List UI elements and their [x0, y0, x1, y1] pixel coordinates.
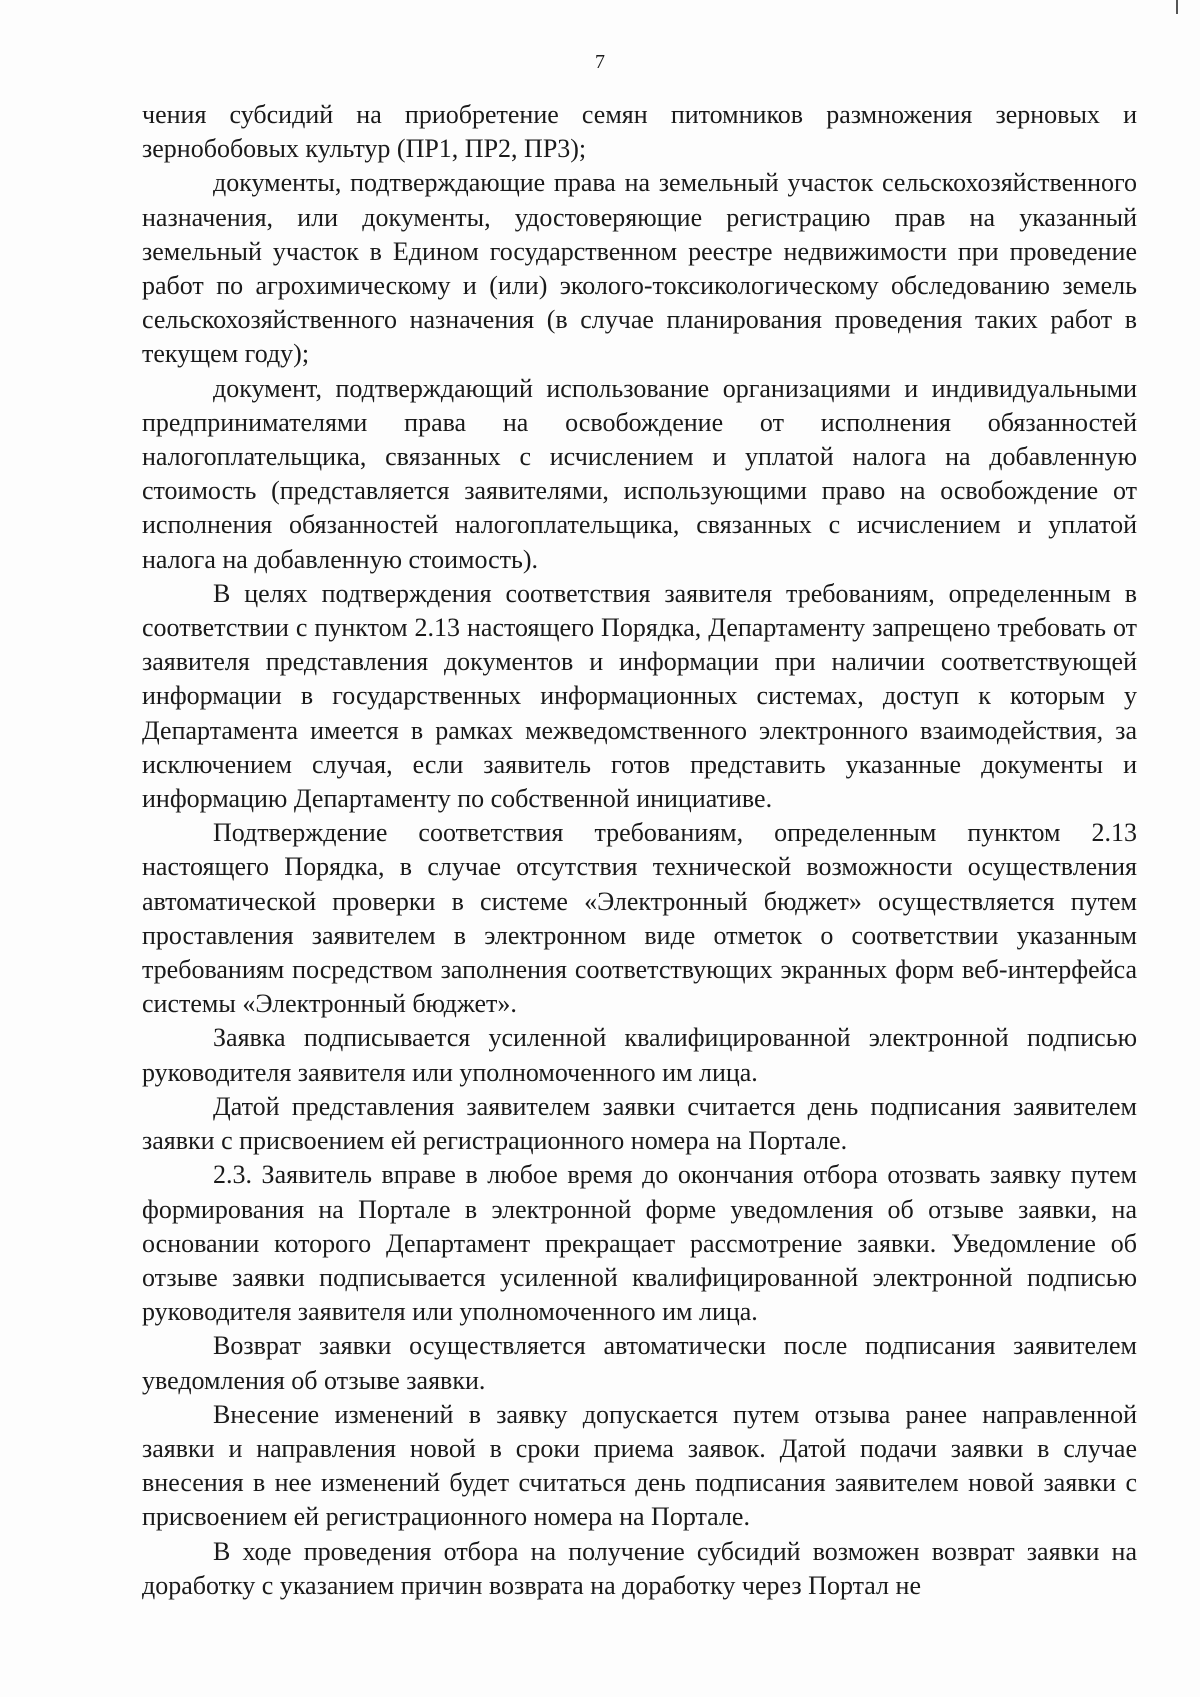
paragraph: Заявка подписывается усиленной квалифицированной электронной подписью руководителя заявителя или уполномоченного им лица. [142, 1023, 1137, 1087]
paragraph: Возврат заявки осуществляется автоматически после подписания заявителем уведомления об отзыве заявки. [142, 1331, 1137, 1395]
scan-edge-mark [1176, 0, 1178, 14]
paragraph: чения субсидий на приобретение семян питомников размножения зерновых и зернобобовых культур (ПР1, ПР2, ПР3); [142, 100, 1137, 164]
paragraph: Внесение изменений в заявку допускается путем отзыва ранее направленной заявки и направления новой в сроки приема заявок. Датой подачи заявки в случае внесения в нее изменений будет считаться день подписания заявителем новой заявки с присвоением ей регистрационного номера на Портале. [142, 1399, 1137, 1532]
page-number: 7 [595, 51, 605, 73]
document-body [142, 98, 1137, 1603]
paragraph: документ, подтверждающий использование организациями и индивидуальными предпринимателями права на освобождение от исполнения обязанностей налогоплательщика, связанных с исчислением и уплатой налога на добавленную стоимость (представляется заявителями, использующими право на освобождение от исполнения обязанностей налогоплательщика, связанных с исчислением и уплатой налога на добавленную стоимость). [142, 373, 1137, 574]
paragraph: Датой представления заявителем заявки считается день подписания заявителем заявки с присвоением ей регистрационного номера на Портале. [142, 1091, 1137, 1156]
paragraph: 2.3. Заявитель вправе в любое время до окончания отбора отозвать заявку путем формирования на Портале в электронной форме уведомления об отзыве заявки, на основании которого Департамент прекращает рассмотрение заявки. Уведомление об отзыве заявки подписывается усиленной квалифицированной электронной подписью руководителя заявителя или уполномоченного им лица. [142, 1160, 1137, 1327]
paragraph: В целях подтверждения соответствия заявителя требованиям, определенным в соответствии с пунктом 2.13 настоящего Порядка, Департаменту запрещено требовать от заявителя представления документов и информации при наличии соответствующей информации в государственных информационных системах, доступ к которым у Департамента имеется в рамках межведомственного электронного взаимодействия, за исключением случая, если заявитель готов представить указанные документы и информацию Департаменту по собственной инициативе. [142, 578, 1137, 814]
paragraph: Подтверждение соответствия требованиям, определенным пунктом 2.13 настоящего Порядка, в случае отсутствия технической возможности осуществления автоматической проверки в системе «Электронный бюджет» осуществляется путем проставления заявителем в электронном виде отметок о соответствии указанным требованиям посредством заполнения соответствующих экранных форм веб-интерфейса системы «Электронный бюджет». [142, 818, 1137, 1019]
paragraph: документы, подтверждающие права на земельный участок сельскохозяйственного назначения, или документы, удостоверяющие регистрацию прав на указанный земельный участок в Едином государственном реестре недвижимости при проведение работ по агрохимическому и (или) эколого-токсикологическому обследованию земель сельскохозяйственного назначения (в случае планирования проведения таких работ в текущем году); [142, 168, 1137, 369]
paragraph: В ходе проведения отбора на получение субсидий возможен возврат заявки на доработку с указанием причин возврата на доработку через Портал не [142, 1536, 1137, 1600]
